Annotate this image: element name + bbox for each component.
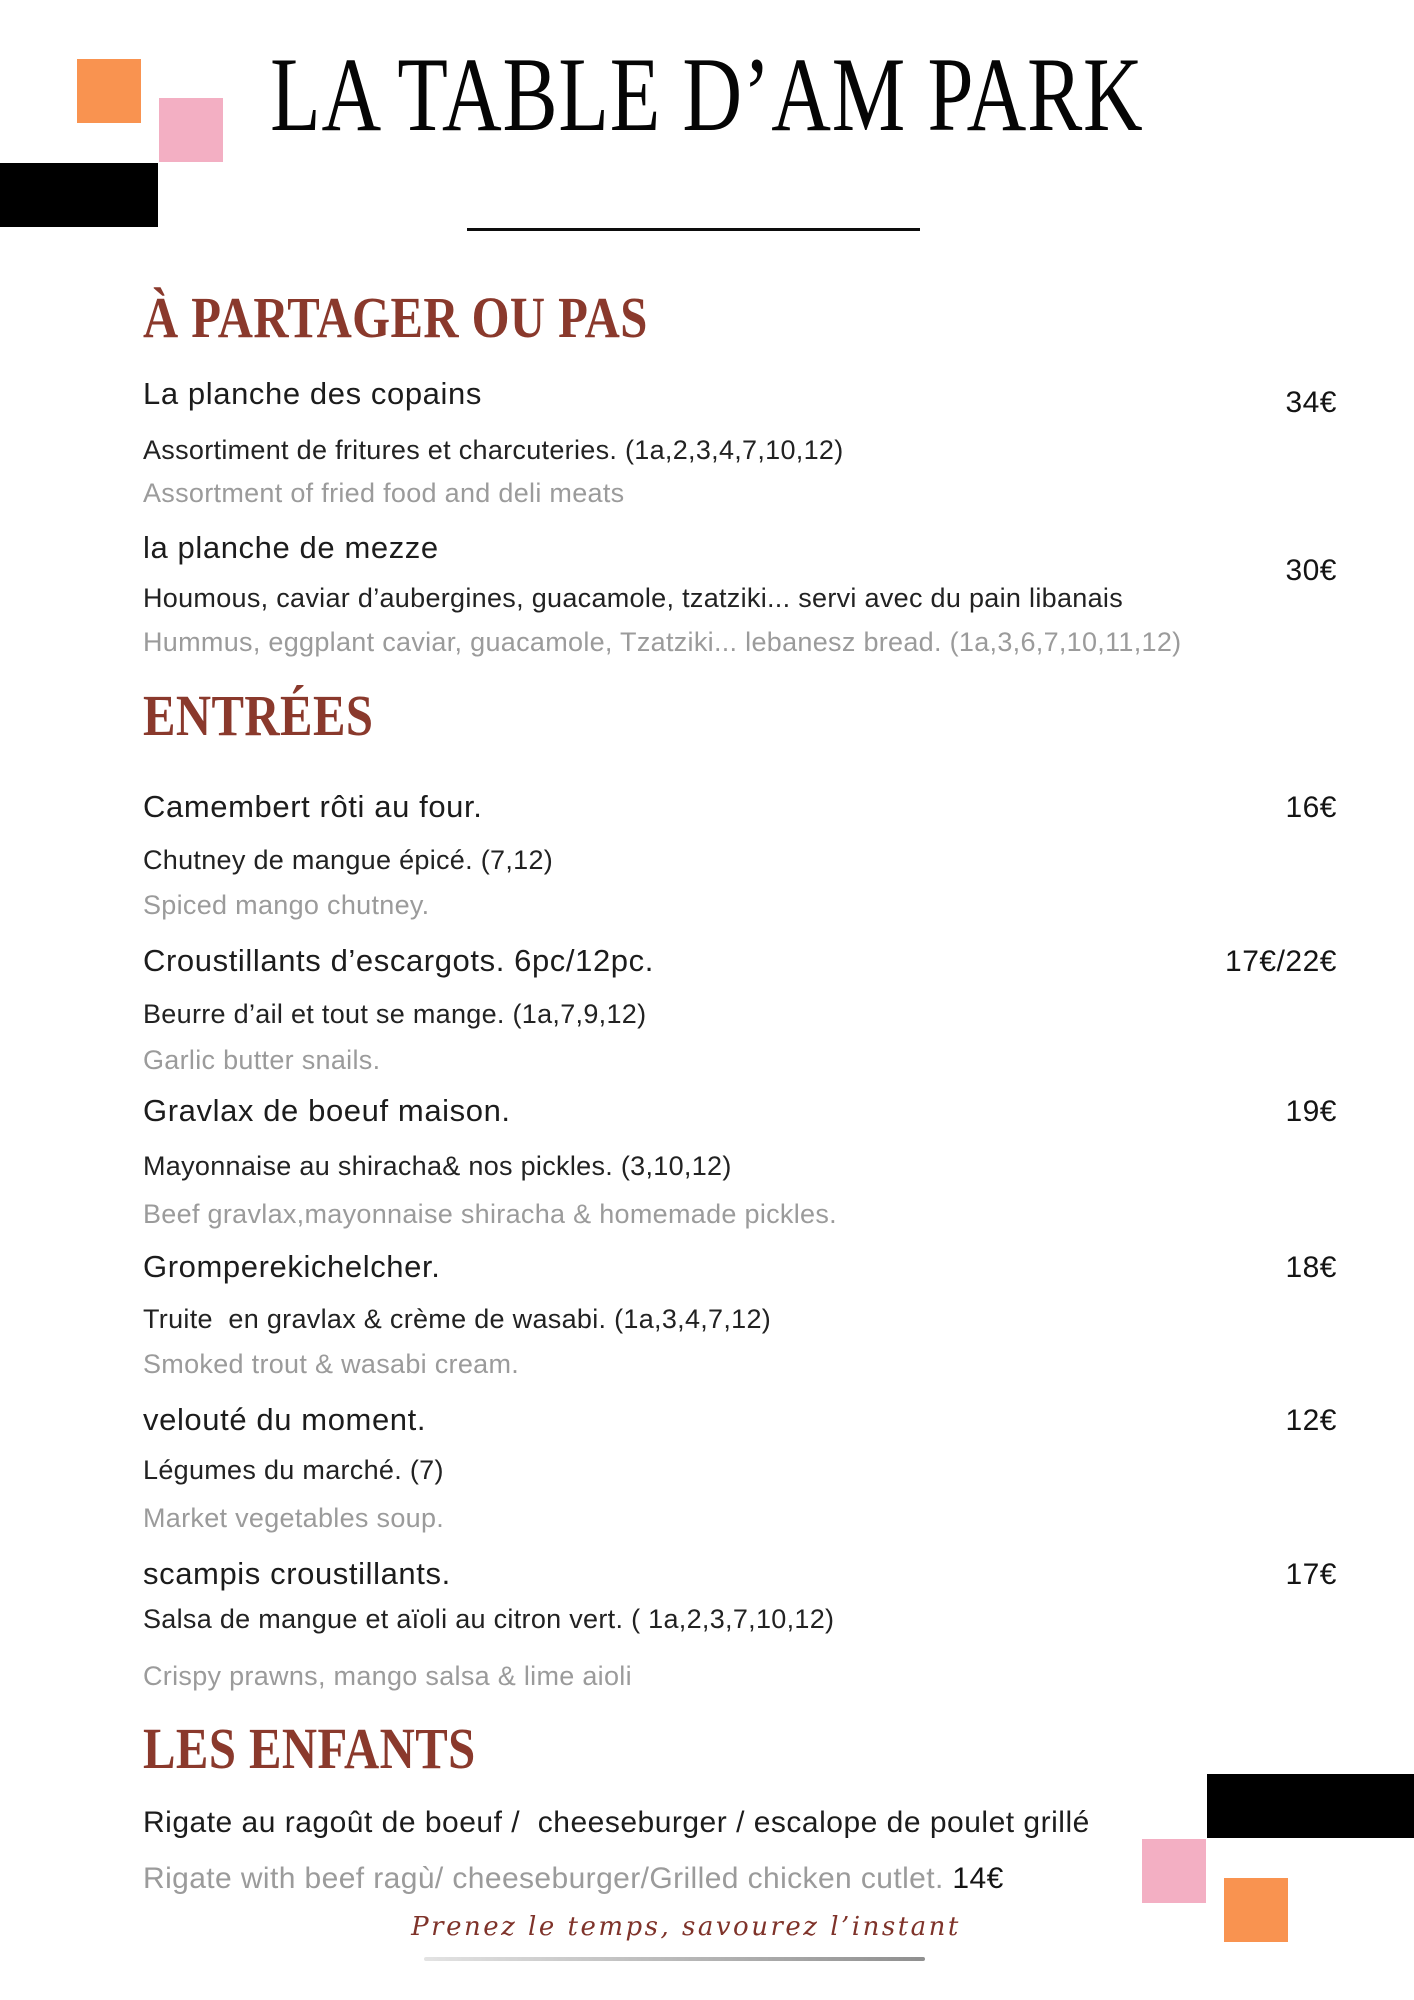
item-price-scampis: 17€ (1285, 1558, 1337, 1591)
item-desc-en-camembert: Spiced mango chutney. (143, 890, 430, 920)
item-desc-en-gromperekichelcher: Smoked trout & wasabi cream. (143, 1349, 520, 1379)
section-heading-entrees: ENTRÉES (143, 683, 374, 748)
item-desc-fr-escargots: Beurre d’ail et tout se mange. (1a,7,9,12) (143, 999, 647, 1029)
item-name-gromperekichelcher: Gromperekichelcher. (143, 1249, 441, 1284)
section-heading-enfants: LES ENFANTS (143, 1716, 476, 1781)
decor-orange-square-bottom (1224, 1878, 1288, 1942)
item-desc-fr-scampis: Salsa de mangue et aïoli au citron vert. ( 1a,2,3,7,10,12) (143, 1604, 835, 1634)
item-desc-en-escargots: Garlic butter snails. (143, 1045, 381, 1075)
kids-item-price: 14€ (952, 1862, 1004, 1895)
item-desc-fr-planche-copains: Assortiment de fritures et charcuteries. (1a,2,3,4,7,10,12) (143, 435, 844, 465)
decor-pink-square-bottom (1142, 1839, 1206, 1903)
item-desc-en-planche-copains: Assortment of fried food and deli meats (143, 478, 625, 508)
item-price-camembert: 16€ (1285, 791, 1337, 824)
kids-desc-en-text: Rigate with beef ragù/ cheeseburger/Grilled chicken cutlet. (143, 1862, 953, 1895)
item-price-gravlax-boeuf: 19€ (1285, 1095, 1337, 1128)
item-desc-fr-planche-mezze: Houmous, caviar d’aubergines, guacamole, tzatziki... servi avec du pain libanais (143, 583, 1123, 613)
item-desc-en-veloute: Market vegetables soup. (143, 1503, 445, 1533)
item-desc-en-gravlax-boeuf: Beef gravlax,mayonnaise shiracha & homemade pickles. (143, 1199, 837, 1229)
kids-item-desc-en (143, 1864, 1004, 1894)
item-name-planche-mezze: la planche de mezze (143, 530, 439, 565)
item-price-veloute: 12€ (1285, 1404, 1337, 1437)
decor-black-rect-top (0, 163, 158, 227)
item-name-camembert: Camembert rôti au four. (143, 789, 483, 824)
item-desc-en-planche-mezze: Hummus, eggplant caviar, guacamole, Tzatziki... lebanesz bread. (1a,3,6,7,10,11,12) (143, 627, 1182, 657)
item-desc-fr-gravlax-boeuf: Mayonnaise au shiracha& nos pickles. (3,10,12) (143, 1151, 732, 1181)
title-divider-line (467, 228, 920, 231)
item-price-escargots: 17€/22€ (1225, 945, 1337, 978)
item-price-planche-mezze: 30€ (1285, 554, 1337, 587)
item-name-escargots: Croustillants d’escargots. 6pc/12pc. (143, 943, 654, 978)
item-price-gromperekichelcher: 18€ (1285, 1251, 1337, 1284)
item-price-planche-copains: 34€ (1285, 386, 1337, 419)
item-name-gravlax-boeuf: Gravlax de boeuf maison. (143, 1093, 511, 1128)
item-desc-fr-veloute: Légumes du marché. (7) (143, 1455, 444, 1485)
header (0, 36, 1414, 153)
section-heading-a-partager: À PARTAGER OU PAS (143, 285, 648, 350)
item-desc-en-scampis: Crispy prawns, mango salsa & lime aioli (143, 1661, 632, 1691)
item-name-scampis: scampis croustillants. (143, 1556, 451, 1591)
kids-item-name: Rigate au ragoût de boeuf / cheeseburger / escalope de poulet grillé (143, 1806, 1090, 1839)
decor-black-rect-bottom (1207, 1774, 1414, 1838)
restaurant-title: LA TABLE D’AM PARK (270, 36, 1144, 153)
item-name-planche-copains: La planche des copains (143, 376, 482, 411)
footer-tagline: Prenez le temps, savourez l’instant (411, 1912, 961, 1942)
item-desc-fr-camembert: Chutney de mangue épicé. (7,12) (143, 845, 554, 875)
footer-divider-line (424, 1957, 925, 1961)
item-name-veloute: velouté du moment. (143, 1402, 427, 1437)
item-desc-fr-gromperekichelcher: Truite en gravlax & crème de wasabi. (1a,3,4,7,12) (143, 1304, 772, 1334)
